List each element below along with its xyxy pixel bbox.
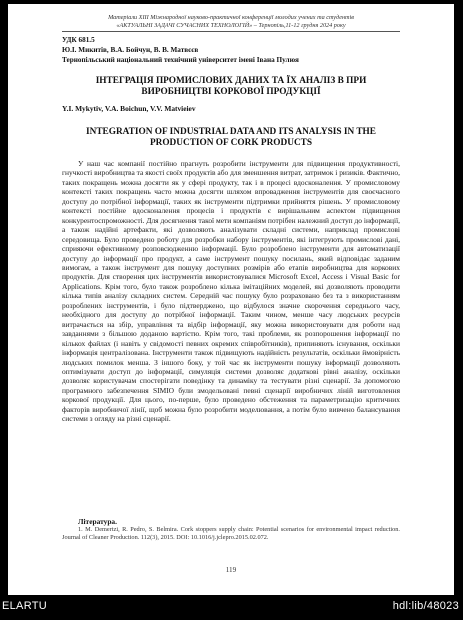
reference-item: 1. M. Demertzi, R. Pedro, S. Belmira. Cork stoppers supply chain: Potential scenarios for environmental impact reduction. Journal of Cleaner Production. 112(3), 2015. DOI: 10.1016/j.jclepro.2015.02.072. [62,526,400,542]
conference-header-line1: Матеріали XIII Міжнародної науково-практичної конференції молодих учених та студентів [108,14,354,21]
repository-label: ELARTU [2,600,47,612]
authors-ukrainian: Ю.І. Микитів, В.А. Бойчун, В. В. Матвєєв [62,46,199,54]
page-number: 119 [225,566,237,574]
udk-code: УДК 681.5 [62,36,95,44]
handle-identifier: hdl:lib/48023 [392,600,459,612]
title-ukrainian: ІНТЕГРАЦІЯ ПРОМИСЛОВИХ ДАНИХ ТА ЇХ АНАЛІЗ В ПРИ ВИРОБНИЦТВІ КОРКОВОЇ ПРОДУКЦІЇ [95,76,367,97]
conference-header-line2: «АКТУАЛЬНІ ЗАДАЧІ СУЧАСНИХ ТЕХНОЛОГІЙ» – Тернопіль,11-12 грудня 2024 року [116,22,346,29]
header-divider [62,31,400,32]
literature-heading: Література. [78,517,117,526]
body-paragraph: У наш час компанії постійно прагнуть розробити інструменти для підвищення продуктивності, гнучкості виробництва та якості своїх продуктів або для зменшення витрат, затримок і ризиків. Фактично, таких покращень можна досягти як у сфері продукту, так і в процесі вдосконалення. У промисловому контексті таких покращень часто можна досягти шляхом впровадження інструментів для своєчасного доступу до потрібної інформації, таких як інструменти підтримки прийняття рішень. У промисловому контексті постійне вдосконалення процесів і продуктів є вирішальним аспектом підвищення конкурентоспроможності. Для досягнення такої мети компаніям потрібен належний доступ до інформації, а також надійні артефакти, які дозволяють аналізувати складні системи, наприклад промислові середовища. Було проведено роботу для розробки набору інструментів, які інтегрують промислові дані, сприяючи ефективному розповсюдженню інформації. Було розроблено інструменти для автоматизації доступу до інформації про продукт, а саме інструмент пошуку посилань, який відповідає заданим вимогам, а також інструмент для пошуку доступних розмірів або етапів виробництва для коркових продуктів. Для створення цих інструментів використовувалися Microsoft Excel, Access і Visual Basic for Applications. Крім того, було також розроблено кілька імітаційних моделей, які дозволяють проводити кілька типів аналізу складних систем. Середній час пошуку було розраховано без та з використанням розроблених інструментів, і було підтверджено, що відбулося значне скорочення середнього часу, необхідного для доступу до потрібної інформації. Таким чином, менше часу людських ресурсів витрачається на збір, управління та відбір інформації, яку можна використовувати для роботи над завданнями з більшою доданою вартістю. Крім того, такі проблеми, як розпорошення інформації по кількох файлах (і навіть у свідомості певних окремих співробітників), припиняють існування, оскільки інформація централізована. Інструменти також підвищують надійність результатів, оскільки ймовірність людських помилок менша. З іншого боку, у той час як інструменти пошуку інформації дозволяють оптимізувати доступ до інформації, симуляція системи дозволяє додаткові рівні аналізу, оскільки дозволяє користувачам спостерігати поведінку та динаміку та тестувати різні сценарії. За допомогою програмного забезпечення SIMIO були змодельовані певні сценарії виробничих ліній виготовлення коркової продукції. Для цього, по-перше, було проведено обстеження та параметризацію критичних факторів виробничої лінії, щоб можна було розробити моделювання, а потім було вивчено балансування системи з огляду на різні сценарії. [62,159,400,424]
title-english: INTEGRATION OF INDUSTRIAL DATA AND ITS ANALYSIS IN THE PRODUCTION OF CORK PRODUCTS [85,127,376,148]
authors-english: Y.I. Mykytiv, V.A. Boichun, V.V. Matvieiev [62,104,196,113]
document-page [8,4,454,595]
affiliation: Тернопільський національний технічний університет імені Івана Пулюя [62,56,299,64]
